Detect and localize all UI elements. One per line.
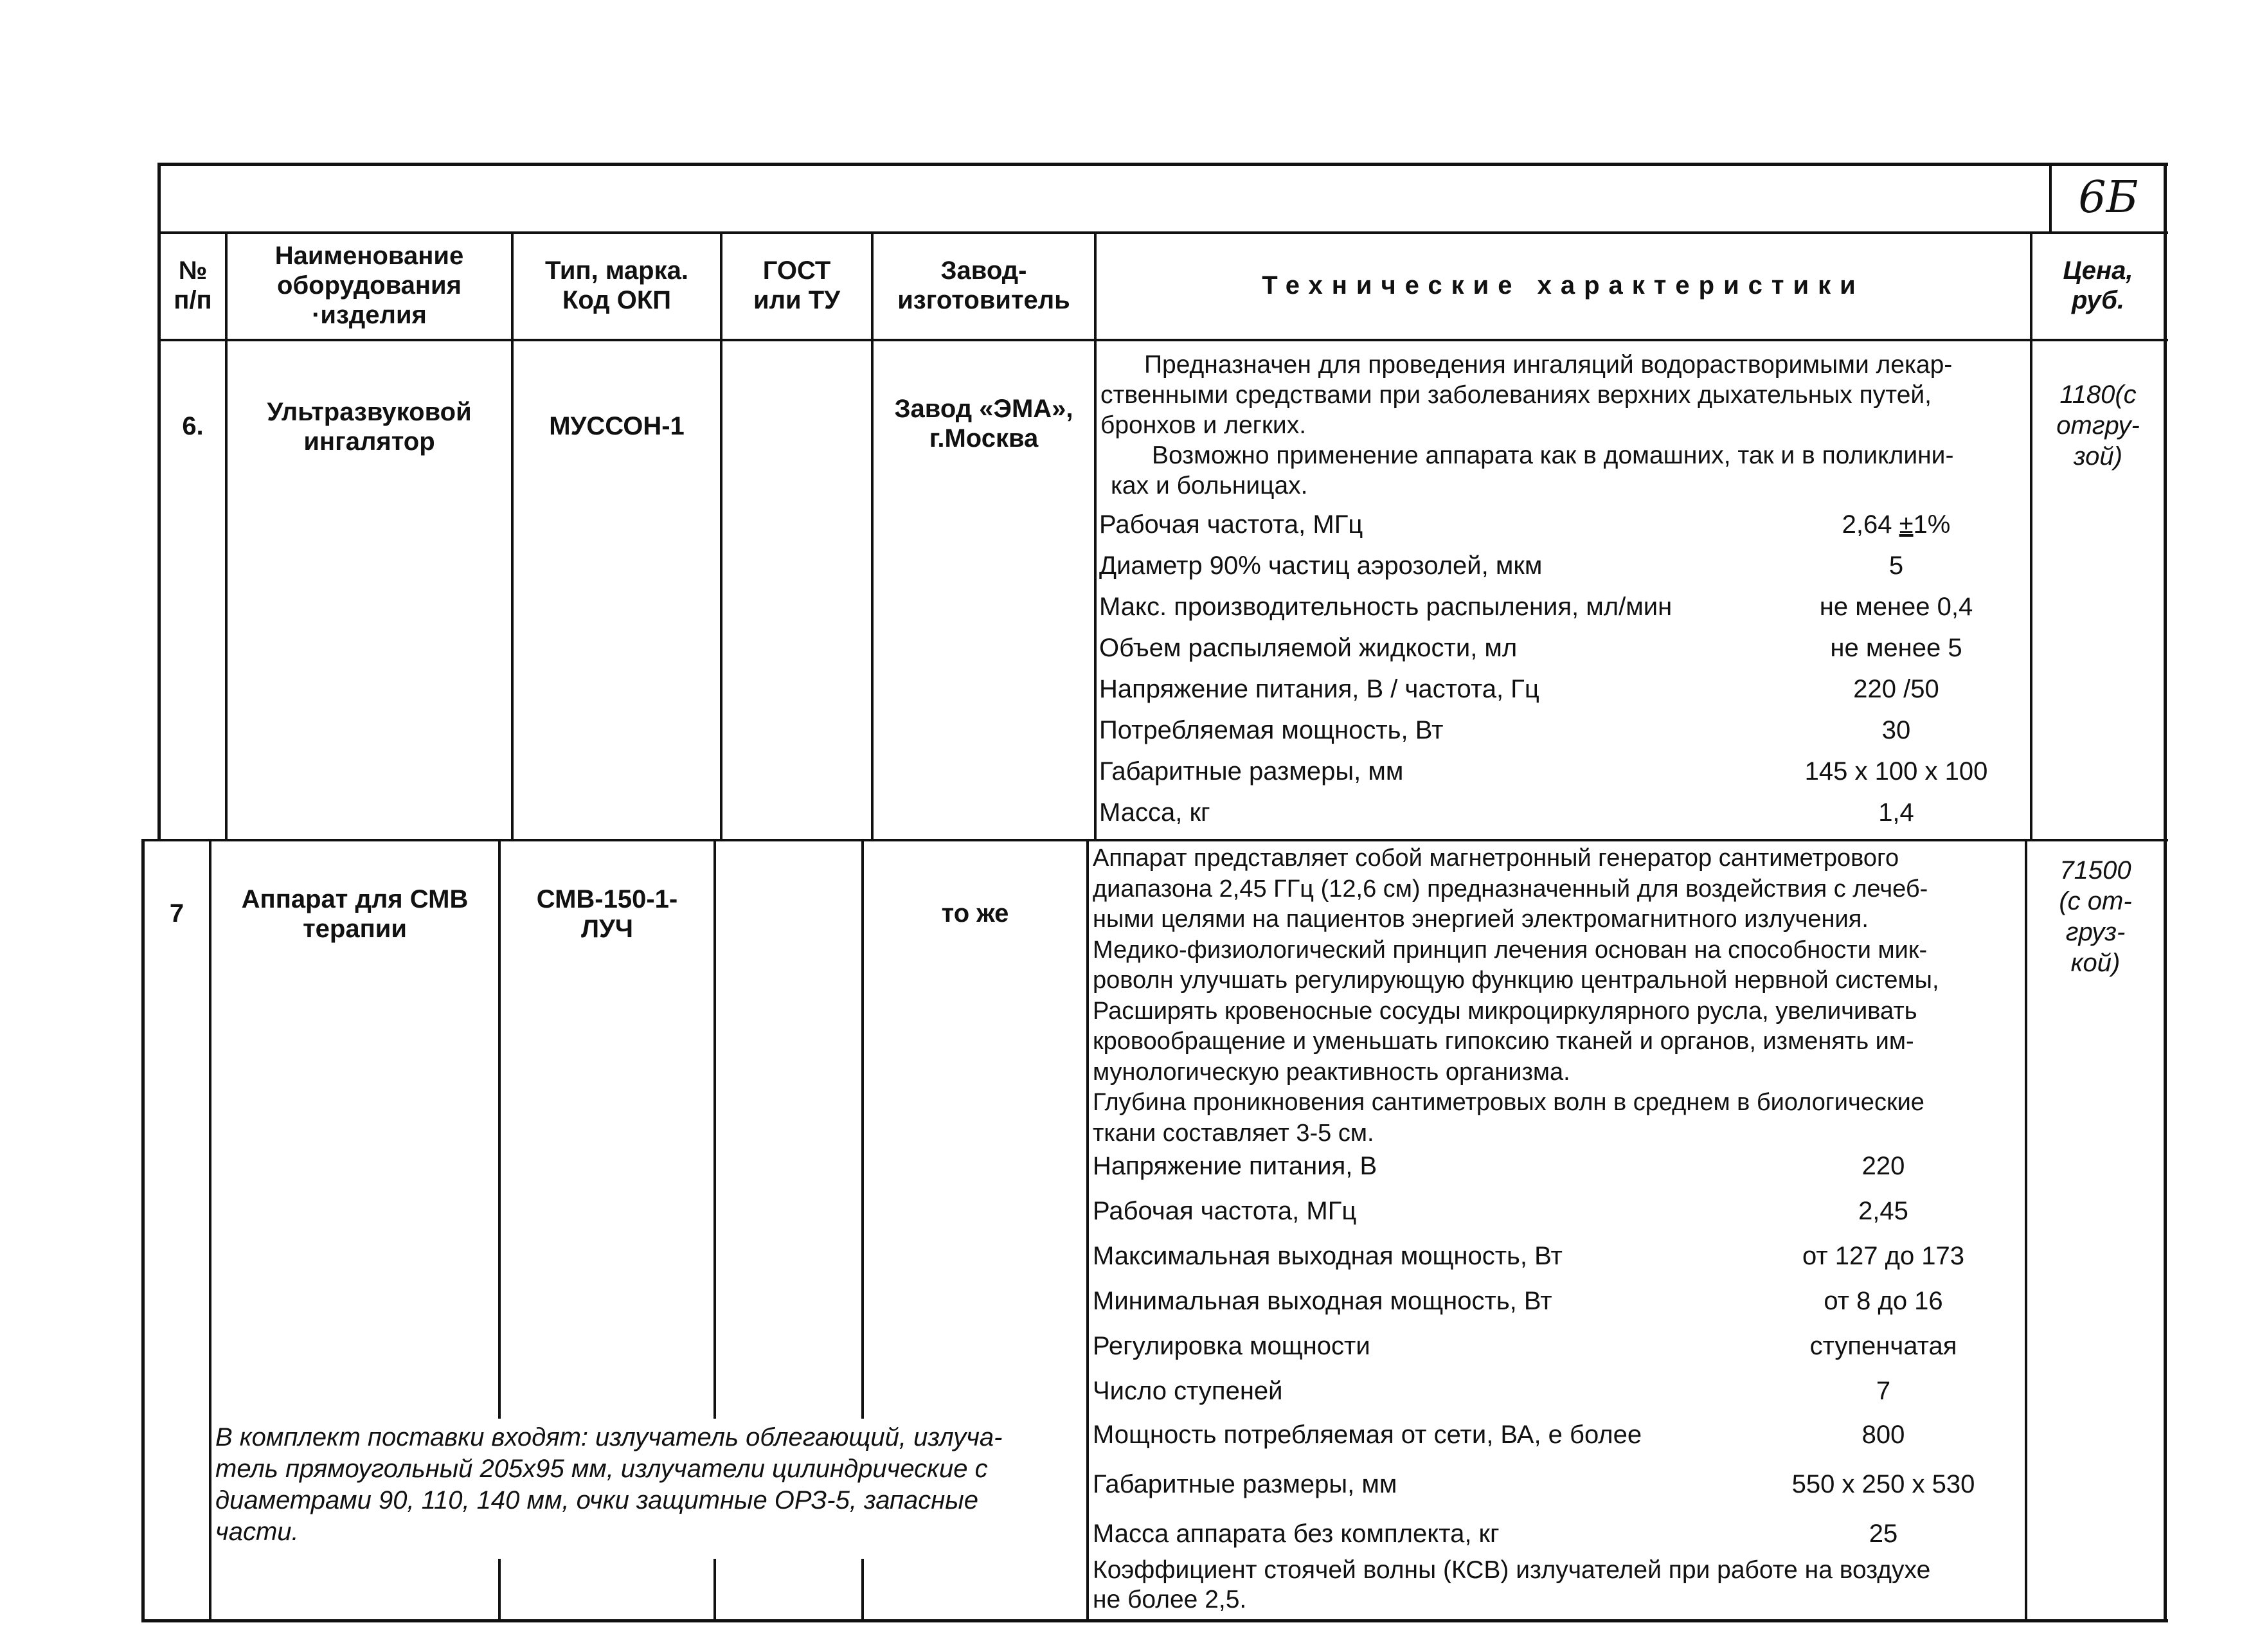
header-name: Наименование оборудования ·изделия: [274, 242, 464, 329]
page-number: 6Б: [2078, 172, 2139, 223]
item-type: МУССОН-1: [549, 412, 685, 440]
description-line: ственными средствами при заболеваниях верхних дыхательных путей,: [1100, 381, 1932, 409]
param-row: [1099, 674, 1539, 705]
description-line: Аппарат представляет собой магнетронный генератор сантиметрового: [1093, 845, 1899, 872]
header-price: Цена, руб.: [2063, 256, 2133, 314]
description-line: Глубина проникновения сантиметровых волн в среднем в биологические: [1093, 1089, 1924, 1116]
param-label: Потребляемая мощность, Вт: [1099, 716, 1444, 744]
param-label: Габаритные размеры, мм: [1099, 757, 1404, 786]
param-value: не менее 0,4: [1819, 593, 1973, 621]
description-line: Возможно применение аппарата как в домашних, так и в поликлини-: [1152, 442, 1954, 469]
header-maker: Завод- изготовитель: [897, 256, 1070, 314]
param-value: 800: [1861, 1421, 1905, 1449]
description-line: Расширять кровеносные сосуды микроциркулярного русла, увеличивать: [1093, 997, 1917, 1025]
kit-contents: В комплект поставки входят: излучатель облегающий, излуча- тель прямоугольный 205х95 мм, излучатели цилиндрические с диаметрами 90, 110, 140 мм, очки защитные ОРЗ-5, запасные части.: [215, 1423, 1003, 1546]
param-label: Минимальная выходная мощность, Вт: [1093, 1287, 1552, 1315]
param-value: от 8 до 16: [1824, 1287, 1943, 1315]
param-value: 7: [1876, 1377, 1891, 1405]
param-label: Диаметр 90% частиц аэрозолей, мкм: [1099, 552, 1543, 580]
param-value: 145 х 100 х 100: [1804, 757, 1988, 786]
item-price: 1180(с отгру- зой): [2056, 381, 2140, 471]
param-row: [1099, 633, 1517, 663]
item-maker: то же: [941, 899, 1009, 928]
description-line: Медико-физиологический принцип лечения основан на способности мик-: [1093, 936, 1928, 964]
item-description: [1100, 350, 2026, 501]
param-value: 25: [1869, 1520, 1898, 1548]
param-label: Максимальная выходная мощность, Вт: [1093, 1242, 1563, 1270]
item-price: 71500 (с от- груз- кой): [2059, 856, 2132, 977]
param-value: от 127 до 173: [1802, 1242, 1965, 1270]
item-type: СМВ-150-1- ЛУЧ: [536, 885, 678, 943]
description-line: ткани составляет 3-5 см.: [1093, 1119, 1374, 1147]
param-row: [1099, 591, 1672, 622]
header-num: № п/п: [174, 256, 212, 314]
item-footnote: Коэффициент стоячей волны (КСВ) излучателей при работе на воздухе не более 2,5.: [1093, 1556, 1931, 1613]
description-line: мунологическую реактивность организма.: [1093, 1058, 1570, 1086]
param-value: 5: [1888, 552, 1904, 580]
param-value: 30: [1881, 716, 1911, 744]
param-row: [1099, 715, 1443, 746]
description-line: кровообращение и уменьшать гипоксию тканей и органов, изменять им-: [1093, 1028, 1914, 1055]
param-label: Напряжение питания, В: [1093, 1152, 1377, 1180]
param-label: Габаритные размеры, мм: [1093, 1470, 1397, 1498]
param-label: Объем распыляемой жидкости, мл: [1099, 634, 1518, 662]
param-label: Мощность потребляемая от сети, ВА, е более: [1093, 1421, 1642, 1449]
item-number: 7: [169, 899, 184, 928]
description-line: Предназначен для проведения ингаляций водорастворимыми лекар-: [1144, 351, 1953, 379]
param-value: 220: [1861, 1152, 1905, 1180]
param-row: [1099, 797, 1210, 828]
description-line: ными целями на пациентов энергией электромагнитного излучения.: [1093, 906, 1869, 933]
header-specs: Технические характеристики: [1262, 271, 1865, 300]
param-label: Масса, кг: [1099, 798, 1210, 827]
header-gost: ГОСТ или ТУ: [753, 256, 841, 314]
param-value: 2,45: [1858, 1197, 1908, 1225]
item-description: [1093, 843, 2025, 1149]
param-value: 1,4: [1878, 798, 1914, 827]
item-number: 6.: [182, 412, 204, 440]
description-line: бронхов и легких.: [1100, 411, 1307, 439]
param-label: Число ступеней: [1093, 1377, 1283, 1405]
param-label: Масса аппарата без комплекта, кг: [1093, 1520, 1500, 1548]
param-label: Рабочая частота, МГц: [1099, 510, 1363, 539]
item-name: Ультразвуковой ингалятор: [267, 398, 472, 456]
item-maker: Завод «ЭМА», г.Москва: [894, 395, 1073, 453]
header-type: Тип, марка. Код ОКП: [544, 256, 688, 314]
param-row: [1099, 756, 1403, 787]
param-row: [1099, 509, 1363, 540]
param-label: Регулировка мощности: [1093, 1332, 1370, 1360]
description-line: ках и больницах.: [1111, 472, 1308, 499]
param-label: Напряжение питания, В / частота, Гц: [1099, 675, 1539, 703]
param-value: 2,64 ±1%: [1842, 510, 1951, 539]
description-line: роволн улучшать регулирующую функцию центральной нервной системы,: [1093, 967, 1939, 994]
param-row: [1099, 550, 1542, 581]
description-line: диапазона 2,45 ГГц (12,6 см) предназначенный для воздействия с лечеб-: [1093, 875, 1928, 902]
param-value: не менее 5: [1830, 634, 1962, 662]
param-value: 550 х 250 х 530: [1791, 1470, 1975, 1498]
param-value: ступенчатая: [1809, 1332, 1957, 1360]
item-name: Аппарат для СМВ терапии: [241, 885, 469, 943]
param-value: 220 /50: [1853, 675, 1939, 703]
param-label: Макс. производительность распыления, мл/мин: [1099, 593, 1673, 621]
param-label: Рабочая частота, МГц: [1093, 1197, 1357, 1225]
